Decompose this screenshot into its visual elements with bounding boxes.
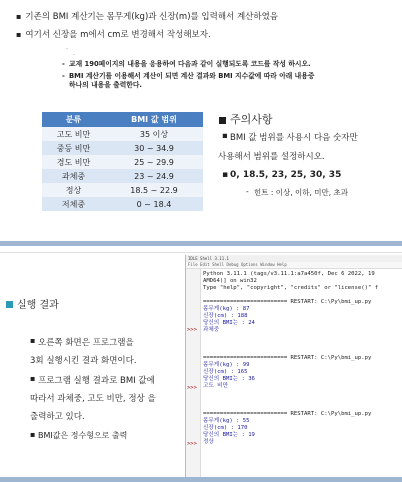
hint-text: 힌트 : 이상, 이하, 미만, 초과: [254, 188, 349, 197]
table-row: [42, 155, 203, 169]
shell-bmi-output: 당신의 BMI는 : 19: [203, 432, 255, 438]
slide-footer-bar: [0, 241, 402, 246]
shell-weight-input: 몸무게(kg) : 87: [203, 306, 250, 312]
table-row: [42, 183, 203, 197]
shell-header-line: AMD64)] on win32: [203, 278, 257, 284]
item-2-line-1: 프로그램 실행 결과로 BMI 값에: [38, 376, 155, 386]
shell-menu-bar[interactable]: File Edit Shell Debug Options Window Help: [186, 262, 402, 269]
item-2-line-2: 따라서 과체중, 고도 비만, 정상 을: [30, 394, 156, 404]
item-1-line-2: 3회 실행시킨 결과 화면이다.: [30, 356, 137, 366]
python-shell-window: [185, 255, 402, 482]
cell-range: 25 ~ 29.9: [105, 155, 203, 169]
shell-height-input: 신장(cm) : 170: [203, 425, 248, 431]
cell-category: 저체중: [42, 197, 105, 211]
note-textbook: 교재 190페이지의 내용을 응용하여 다음과 같이 실행되도록 코드를 작성 하시오.: [69, 60, 311, 68]
slide-execution-result: [0, 252, 402, 482]
shell-title-bar: IDLE Shell 3.11.1: [186, 255, 402, 262]
cell-range: 23 ~ 24.9: [105, 169, 203, 183]
table-header-row: [42, 112, 203, 127]
square-bullet-icon: [219, 117, 226, 124]
caution-line-1: BMI 값 범위를 사용시 다음 숫자만: [230, 133, 358, 143]
table-row: [42, 169, 203, 183]
shell-prompt: >>>: [187, 441, 197, 447]
section-title: 실행 결과: [17, 300, 59, 311]
cell-category: 정상: [42, 183, 105, 197]
header-range: BMI 값 범위: [105, 112, 203, 127]
shell-header-line: Type "help", "copyright", "credits" or "license()" f: [203, 285, 379, 291]
square-bullet-icon: [6, 301, 13, 308]
shell-weight-input: 몸무게(kg) : 99: [203, 362, 250, 368]
shell-prompt-gutter: [186, 269, 201, 482]
hint-dash: -: [246, 187, 249, 196]
note-output-cont: 하나의 내용을 출력한다.: [69, 81, 142, 89]
caution-title: 주의사항: [230, 113, 273, 126]
note-output: BMI 계산기를 이용해서 계산이 되면 계산 결과와 BMI 지수값에 따라 아래 내용중: [69, 72, 315, 80]
shell-restart-line: ========================= RESTART: C:\Py\bmi_up.py: [203, 299, 372, 305]
note-dash-1: -: [62, 60, 65, 68]
cell-range: 35 이상: [105, 127, 203, 141]
shell-height-input: 신장(cm) : 165: [203, 369, 248, 375]
shell-prompt: >>>: [187, 327, 197, 333]
cell-category: 고도 비만: [42, 127, 105, 141]
item-bullet-icon: ▪: [30, 374, 36, 383]
shell-result-output: 고도 비만: [203, 383, 228, 389]
shell-header-line: Python 3.11.1 (tags/v3.11.1:a7a450f, Dec 6 2022, 19: [203, 271, 375, 277]
table-row: [42, 197, 203, 211]
cell-range: 30 ~ 34.9: [105, 141, 203, 155]
caution-bullet-icon: ▪: [222, 131, 228, 141]
bullet-original-calculator: ▪ 기존의 BMI 계산기는 몸무게(kg)과 신장(m)를 입력해서 계산하였음: [16, 10, 278, 22]
shell-prompt: >>>: [187, 385, 197, 391]
item-1-line-1: 오른쪽 화면은 프로그램을: [38, 338, 134, 348]
item-bullet-icon: ▪: [30, 430, 36, 439]
item-2-line-3: 출력하고 있다.: [30, 412, 85, 422]
numbers-bullet-icon: ▪: [222, 170, 229, 180]
bullet-change-to-cm: ▪ 여기서 신장을 m에서 cm로 변경해서 작성해보자.: [16, 28, 211, 40]
slide-footer-bar: [0, 477, 402, 482]
shell-height-input: 신장(cm) : 188: [203, 313, 248, 319]
note-dash-2: -: [62, 72, 65, 80]
cell-range: 0 ~ 18.4: [105, 197, 203, 211]
shell-weight-input: 몸무게(kg) : 55: [203, 418, 250, 424]
shell-bmi-output: 당신의 BMI는 : 36: [203, 376, 255, 382]
cell-category: 경도 비만: [42, 155, 105, 169]
item-bullet-icon: ▪: [30, 336, 36, 345]
table-row: [42, 127, 203, 141]
header-category: 분류: [42, 112, 105, 127]
caution-line-2: 사용해서 범위를 설정하시오.: [218, 152, 325, 162]
cell-category: 중등 비만: [42, 141, 105, 155]
bmi-range-table: [42, 112, 203, 211]
shell-restart-line: ========================= RESTART: C:\Py\bmi_up.py: [203, 355, 372, 361]
allowed-numbers: 0, 18.5, 23, 25, 30, 35: [230, 170, 342, 180]
decor-dot: ·: [73, 52, 75, 59]
cell-category: 과체중: [42, 169, 105, 183]
cell-range: 18.5 ~ 22.9: [105, 183, 203, 197]
item-3-line-1: BMI값은 정수형으로 출력: [38, 431, 128, 440]
shell-result-output: 과체중: [203, 327, 220, 333]
table-row: [42, 141, 203, 155]
decor-dot: ·: [66, 46, 68, 53]
shell-result-output: 정상: [203, 439, 214, 445]
shell-bmi-output: 당신의 BMI는 : 24: [203, 320, 255, 326]
shell-restart-line: ========================= RESTART: C:\Py\bmi_up.py: [203, 411, 372, 417]
